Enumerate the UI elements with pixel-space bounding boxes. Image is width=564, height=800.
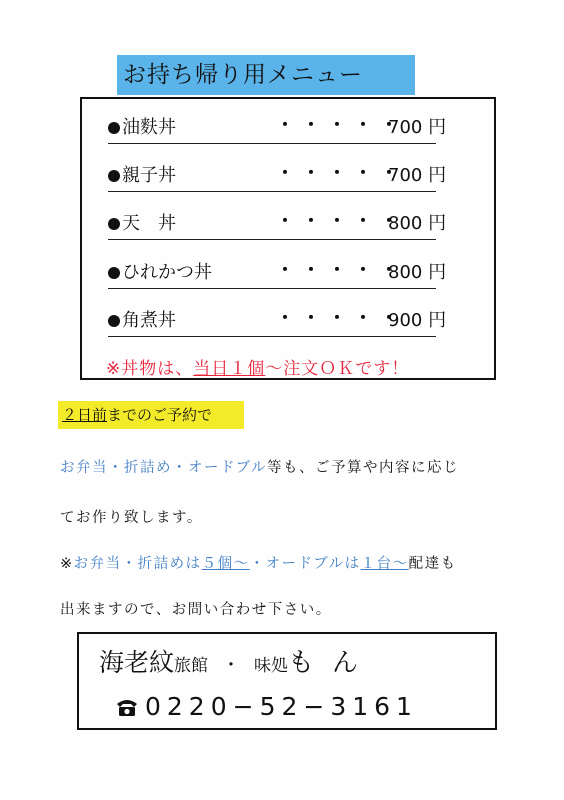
menu-item (108, 258, 447, 289)
menu-item-price: 700 円 (388, 117, 447, 138)
menu-note: ※丼物は、当日１個～注文ＯＫです！ (106, 359, 410, 379)
menu-item-price: 700 円 (388, 165, 447, 186)
telephone-icon (115, 695, 139, 724)
menu-item (108, 161, 447, 192)
menu-box (80, 97, 496, 380)
menu-item (108, 113, 447, 144)
shop-name: 海老紋旅館 ・ 味処もん (99, 648, 377, 678)
menu-item-name: 油麩丼 (122, 117, 176, 138)
paragraph-delivery: ※お弁当・折詰めは５個～・オードブルは１台～配達も (60, 556, 457, 572)
menu-item-dots: ・・・・・ (276, 115, 406, 136)
menu-item-dots: ・・・・・ (276, 211, 406, 232)
bullet-icon (108, 315, 120, 327)
menu-title: お持ち帰り用メニュー (117, 55, 415, 95)
menu-item-name: 角煮丼 (122, 310, 176, 331)
bullet-icon (108, 170, 120, 182)
phone-number: 0220−52−3161 (115, 692, 418, 724)
menu-item-name: 親子丼 (122, 165, 176, 186)
menu-item-price: 800 円 (388, 213, 447, 234)
menu-item-name: ひれかつ丼 (122, 262, 212, 283)
bullet-icon (108, 218, 120, 230)
contact-box (77, 632, 497, 730)
menu-item (108, 306, 447, 337)
bullet-icon (108, 267, 120, 279)
menu-item-price: 900 円 (388, 310, 447, 331)
menu-item-price: 800 円 (388, 262, 447, 283)
menu-item-dots: ・・・・・ (276, 260, 406, 281)
advance-order-label: ２日前までのご予約で (58, 401, 244, 429)
menu-item-name: 天 丼 (122, 213, 176, 234)
paragraph-custom: てお作り致します。 (60, 510, 203, 526)
menu-item-dots: ・・・・・ (276, 308, 406, 329)
menu-item-dots: ・・・・・ (276, 163, 406, 184)
paragraph-inquiry: 出来ますので、お問い合わせ下さい。 (60, 602, 332, 618)
paragraph-catering: お弁当・折詰め・オードブル等も、ご予算や内容に応じ (60, 460, 459, 476)
bullet-icon (108, 122, 120, 134)
menu-item (108, 209, 447, 240)
